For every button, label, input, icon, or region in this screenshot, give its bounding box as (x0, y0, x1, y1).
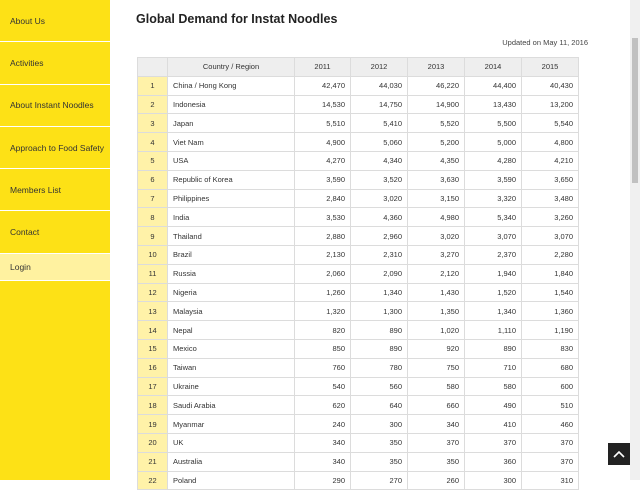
rank-cell: 2 (138, 95, 168, 114)
country-cell: Philippines (168, 189, 295, 208)
rank-cell: 21 (138, 452, 168, 471)
value-2015-cell: 1,190 (522, 321, 579, 340)
table-row (138, 264, 579, 283)
country-cell: Nigeria (168, 283, 295, 302)
updated-date: Updated on May 11, 2016 (502, 38, 588, 47)
value-2011-cell: 42,470 (295, 76, 351, 95)
country-cell: Thailand (168, 227, 295, 246)
table-row (138, 245, 579, 264)
rank-cell: 22 (138, 471, 168, 490)
table-row (138, 133, 579, 152)
value-2013-cell: 4,350 (408, 151, 465, 170)
value-2013-cell: 14,900 (408, 95, 465, 114)
value-2011-cell: 2,060 (295, 264, 351, 283)
value-2012-cell: 2,960 (351, 227, 408, 246)
sidebar-item-members-list[interactable]: Members List (0, 169, 110, 211)
table-row (138, 471, 579, 490)
value-2013-cell: 1,430 (408, 283, 465, 302)
column-header-2012: 2012 (351, 58, 408, 77)
value-2011-cell: 290 (295, 471, 351, 490)
country-cell: Russia (168, 264, 295, 283)
value-2013-cell: 3,150 (408, 189, 465, 208)
value-2014-cell: 44,400 (465, 76, 522, 95)
value-2014-cell: 1,520 (465, 283, 522, 302)
column-header-rank (138, 58, 168, 77)
country-cell: China / Hong Kong (168, 76, 295, 95)
value-2012-cell: 5,410 (351, 114, 408, 133)
rank-cell: 9 (138, 227, 168, 246)
value-2013-cell: 3,020 (408, 227, 465, 246)
demand-table (137, 57, 579, 490)
value-2012-cell: 560 (351, 377, 408, 396)
value-2012-cell: 3,520 (351, 170, 408, 189)
value-2013-cell: 920 (408, 339, 465, 358)
rank-cell: 17 (138, 377, 168, 396)
value-2014-cell: 5,000 (465, 133, 522, 152)
value-2015-cell: 3,480 (522, 189, 579, 208)
column-header-2015: 2015 (522, 58, 579, 77)
table-row (138, 95, 579, 114)
table-row (138, 302, 579, 321)
value-2013-cell: 660 (408, 396, 465, 415)
country-cell: Australia (168, 452, 295, 471)
value-2015-cell: 1,360 (522, 302, 579, 321)
value-2015-cell: 370 (522, 433, 579, 452)
value-2011-cell: 14,530 (295, 95, 351, 114)
value-2014-cell: 5,340 (465, 208, 522, 227)
value-2014-cell: 1,110 (465, 321, 522, 340)
country-cell: UK (168, 433, 295, 452)
value-2014-cell: 1,340 (465, 302, 522, 321)
value-2011-cell: 820 (295, 321, 351, 340)
value-2012-cell: 270 (351, 471, 408, 490)
column-header-2011: 2011 (295, 58, 351, 77)
main-content (110, 0, 630, 485)
country-cell: Nepal (168, 321, 295, 340)
value-2011-cell: 4,900 (295, 133, 351, 152)
value-2012-cell: 890 (351, 321, 408, 340)
rank-cell: 7 (138, 189, 168, 208)
value-2015-cell: 370 (522, 452, 579, 471)
rank-cell: 10 (138, 245, 168, 264)
value-2015-cell: 310 (522, 471, 579, 490)
value-2013-cell: 580 (408, 377, 465, 396)
value-2013-cell: 46,220 (408, 76, 465, 95)
table-row (138, 170, 579, 189)
rank-cell: 15 (138, 339, 168, 358)
rank-cell: 18 (138, 396, 168, 415)
country-cell: Republic of Korea (168, 170, 295, 189)
table-row (138, 189, 579, 208)
sidebar-item-about-us[interactable]: About Us (0, 0, 110, 42)
value-2014-cell: 370 (465, 433, 522, 452)
table-row (138, 227, 579, 246)
country-cell: Myanmar (168, 415, 295, 434)
country-cell: Mexico (168, 339, 295, 358)
value-2012-cell: 14,750 (351, 95, 408, 114)
value-2013-cell: 750 (408, 358, 465, 377)
value-2013-cell: 3,270 (408, 245, 465, 264)
value-2015-cell: 2,280 (522, 245, 579, 264)
column-header-country: Country / Region (168, 58, 295, 77)
rank-cell: 20 (138, 433, 168, 452)
value-2014-cell: 300 (465, 471, 522, 490)
rank-cell: 19 (138, 415, 168, 434)
value-2011-cell: 540 (295, 377, 351, 396)
value-2014-cell: 890 (465, 339, 522, 358)
sidebar-item-activities[interactable]: Activities (0, 42, 110, 84)
value-2015-cell: 40,430 (522, 76, 579, 95)
value-2012-cell: 350 (351, 452, 408, 471)
value-2015-cell: 3,260 (522, 208, 579, 227)
value-2011-cell: 3,530 (295, 208, 351, 227)
table-row (138, 415, 579, 434)
country-cell: Poland (168, 471, 295, 490)
rank-cell: 11 (138, 264, 168, 283)
value-2014-cell: 5,500 (465, 114, 522, 133)
value-2012-cell: 350 (351, 433, 408, 452)
table-row (138, 321, 579, 340)
value-2011-cell: 4,270 (295, 151, 351, 170)
sidebar-item-contact[interactable]: Contact (0, 211, 110, 253)
value-2011-cell: 2,130 (295, 245, 351, 264)
value-2012-cell: 1,300 (351, 302, 408, 321)
country-cell: Saudi Arabia (168, 396, 295, 415)
value-2013-cell: 350 (408, 452, 465, 471)
rank-cell: 5 (138, 151, 168, 170)
value-2012-cell: 4,360 (351, 208, 408, 227)
sidebar (0, 0, 110, 480)
value-2015-cell: 830 (522, 339, 579, 358)
value-2011-cell: 1,260 (295, 283, 351, 302)
table-row (138, 114, 579, 133)
value-2013-cell: 260 (408, 471, 465, 490)
value-2012-cell: 4,340 (351, 151, 408, 170)
value-2014-cell: 580 (465, 377, 522, 396)
value-2014-cell: 410 (465, 415, 522, 434)
value-2012-cell: 2,090 (351, 264, 408, 283)
country-cell: Japan (168, 114, 295, 133)
country-cell: Indonesia (168, 95, 295, 114)
value-2012-cell: 2,310 (351, 245, 408, 264)
value-2012-cell: 890 (351, 339, 408, 358)
value-2011-cell: 760 (295, 358, 351, 377)
value-2015-cell: 510 (522, 396, 579, 415)
value-2014-cell: 710 (465, 358, 522, 377)
scrollbar-thumb[interactable] (632, 38, 638, 183)
value-2015-cell: 3,650 (522, 170, 579, 189)
value-2015-cell: 1,540 (522, 283, 579, 302)
rank-cell: 12 (138, 283, 168, 302)
value-2015-cell: 3,070 (522, 227, 579, 246)
table-row (138, 377, 579, 396)
value-2011-cell: 5,510 (295, 114, 351, 133)
value-2011-cell: 240 (295, 415, 351, 434)
sidebar-item-about-instant-noodles[interactable]: About Instant Noodles (0, 85, 110, 127)
value-2012-cell: 3,020 (351, 189, 408, 208)
value-2013-cell: 5,200 (408, 133, 465, 152)
table-row (138, 358, 579, 377)
value-2015-cell: 5,540 (522, 114, 579, 133)
value-2012-cell: 640 (351, 396, 408, 415)
value-2015-cell: 680 (522, 358, 579, 377)
table-row (138, 151, 579, 170)
country-cell: Viet Nam (168, 133, 295, 152)
table-row (138, 396, 579, 415)
value-2015-cell: 4,210 (522, 151, 579, 170)
value-2011-cell: 850 (295, 339, 351, 358)
sidebar-item-login[interactable]: Login (0, 254, 110, 281)
country-cell: Brazil (168, 245, 295, 264)
value-2011-cell: 2,880 (295, 227, 351, 246)
value-2015-cell: 460 (522, 415, 579, 434)
table-header-row (138, 58, 579, 77)
value-2013-cell: 2,120 (408, 264, 465, 283)
table-row (138, 452, 579, 471)
value-2015-cell: 13,200 (522, 95, 579, 114)
rank-cell: 13 (138, 302, 168, 321)
value-2011-cell: 340 (295, 452, 351, 471)
country-cell: Taiwan (168, 358, 295, 377)
value-2012-cell: 1,340 (351, 283, 408, 302)
value-2013-cell: 3,630 (408, 170, 465, 189)
rank-cell: 4 (138, 133, 168, 152)
rank-cell: 3 (138, 114, 168, 133)
value-2015-cell: 1,840 (522, 264, 579, 283)
value-2014-cell: 2,370 (465, 245, 522, 264)
column-header-2013: 2013 (408, 58, 465, 77)
value-2013-cell: 4,980 (408, 208, 465, 227)
value-2011-cell: 1,320 (295, 302, 351, 321)
rank-cell: 6 (138, 170, 168, 189)
value-2011-cell: 3,590 (295, 170, 351, 189)
value-2014-cell: 1,940 (465, 264, 522, 283)
back-to-top-button[interactable] (608, 443, 630, 465)
value-2012-cell: 44,030 (351, 76, 408, 95)
value-2014-cell: 3,070 (465, 227, 522, 246)
country-cell: Ukraine (168, 377, 295, 396)
value-2015-cell: 4,800 (522, 133, 579, 152)
table-row (138, 433, 579, 452)
value-2014-cell: 360 (465, 452, 522, 471)
table-row (138, 208, 579, 227)
country-cell: USA (168, 151, 295, 170)
page-scrollbar[interactable] (630, 0, 640, 480)
table-row (138, 339, 579, 358)
table-row (138, 283, 579, 302)
value-2011-cell: 620 (295, 396, 351, 415)
value-2014-cell: 490 (465, 396, 522, 415)
table-row (138, 76, 579, 95)
rank-cell: 1 (138, 76, 168, 95)
value-2013-cell: 370 (408, 433, 465, 452)
value-2013-cell: 1,020 (408, 321, 465, 340)
value-2011-cell: 2,840 (295, 189, 351, 208)
value-2012-cell: 300 (351, 415, 408, 434)
value-2011-cell: 340 (295, 433, 351, 452)
column-header-2014: 2014 (465, 58, 522, 77)
value-2014-cell: 3,320 (465, 189, 522, 208)
rank-cell: 8 (138, 208, 168, 227)
country-cell: Malaysia (168, 302, 295, 321)
rank-cell: 14 (138, 321, 168, 340)
country-cell: India (168, 208, 295, 227)
value-2013-cell: 5,520 (408, 114, 465, 133)
value-2012-cell: 780 (351, 358, 408, 377)
value-2014-cell: 3,590 (465, 170, 522, 189)
value-2012-cell: 5,060 (351, 133, 408, 152)
chevron-up-icon (613, 450, 625, 458)
value-2013-cell: 1,350 (408, 302, 465, 321)
page-title: Global Demand for Instat Noodles (136, 12, 338, 26)
value-2013-cell: 340 (408, 415, 465, 434)
sidebar-item-food-safety[interactable]: Approach to Food Safety (0, 127, 110, 169)
value-2014-cell: 4,280 (465, 151, 522, 170)
rank-cell: 16 (138, 358, 168, 377)
value-2014-cell: 13,430 (465, 95, 522, 114)
value-2015-cell: 600 (522, 377, 579, 396)
